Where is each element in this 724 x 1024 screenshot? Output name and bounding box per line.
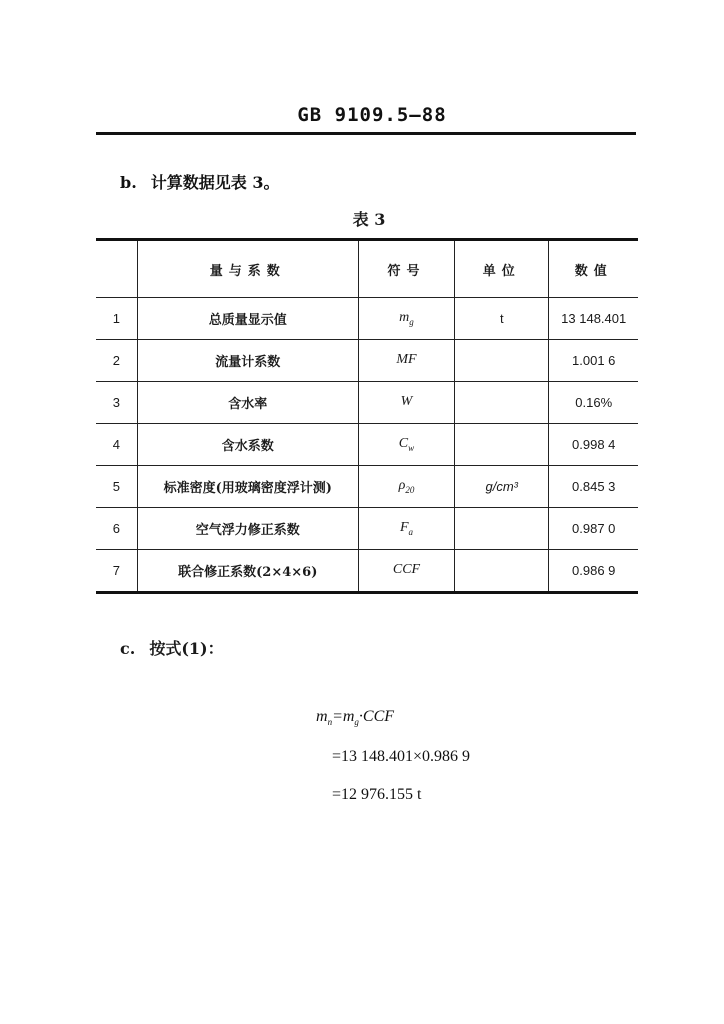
table-caption: 表 3 — [352, 210, 386, 229]
formula-line-2: =13 148.401×0.986 9 — [332, 748, 471, 765]
row-number: 2 — [96, 340, 137, 382]
row-value: 13 148.401 — [549, 298, 638, 340]
row-value: 1.001 6 — [549, 340, 638, 382]
row-value: 0.986 9 — [549, 550, 638, 593]
header-rule — [96, 132, 636, 135]
row-unit — [455, 508, 549, 550]
table-row — [96, 298, 638, 340]
section-c-marker: c. — [120, 639, 136, 658]
table-row — [96, 550, 638, 593]
formula-line-1: $m_n=m_g\cdot CCF$ — [316, 708, 395, 728]
row-name: 空气浮力修正系数 — [137, 508, 358, 550]
row-unit — [455, 382, 549, 424]
row-number: 7 — [112, 563, 120, 578]
row-name: 标准密度(用玻璃密度浮计测) — [137, 466, 358, 508]
row-name: 联合修正系数(2×4×6) — [137, 550, 358, 593]
row-name: 含水系数 — [137, 424, 358, 466]
table-row — [96, 424, 638, 466]
row-number: 1 — [96, 298, 137, 340]
row-unit: g/cm³ — [455, 466, 549, 508]
row-unit — [455, 550, 549, 593]
row-unit — [455, 340, 549, 382]
section-b-text: 计算数据见表 3。 — [150, 173, 280, 192]
section-c — [120, 636, 224, 659]
row-number: 4 — [96, 424, 137, 466]
header-symbol: 符号 — [358, 240, 454, 298]
table-row — [96, 382, 638, 424]
row-value: 0.16% — [549, 382, 638, 424]
row-symbol: $m_g$ — [358, 298, 454, 340]
row-symbol: $\rho_{20}$ — [358, 466, 454, 508]
row-unit — [455, 424, 549, 466]
header-unit: 单位 — [455, 240, 549, 298]
table-row — [96, 466, 638, 508]
header-name: 量与系数 — [137, 240, 358, 298]
section-c-text: 按式(1)： — [149, 639, 224, 658]
formula-line-3: =12 976.155 t — [332, 786, 422, 803]
row-symbol: $C_w$ — [358, 424, 454, 466]
row-value: 0.998 4 — [549, 424, 638, 466]
table-header-row — [96, 240, 638, 298]
row-symbol: CCF — [358, 550, 454, 593]
row-value: 0.987 0 — [549, 508, 638, 550]
row-unit: t — [455, 298, 549, 340]
row-number: 5 — [96, 466, 137, 508]
row-symbol: W — [358, 382, 454, 424]
row-name: 总质量显示值 — [137, 298, 358, 340]
row-name: 流量计系数 — [137, 340, 358, 382]
section-b — [120, 170, 279, 193]
row-value: 0.845 3 — [549, 466, 638, 508]
row-symbol: $F_a$ — [358, 508, 454, 550]
table-row — [96, 340, 638, 382]
row-name: 含水率 — [137, 382, 358, 424]
row-number: 6 — [96, 508, 137, 550]
header-no — [96, 240, 137, 298]
row-symbol: MF — [358, 340, 454, 382]
section-b-marker: b. — [120, 173, 137, 192]
header-value: 数值 — [549, 240, 638, 298]
data-table — [96, 238, 638, 594]
standard-code: GB 9109.5—88 — [297, 104, 447, 126]
table-row — [96, 508, 638, 550]
row-number: 3 — [96, 382, 137, 424]
